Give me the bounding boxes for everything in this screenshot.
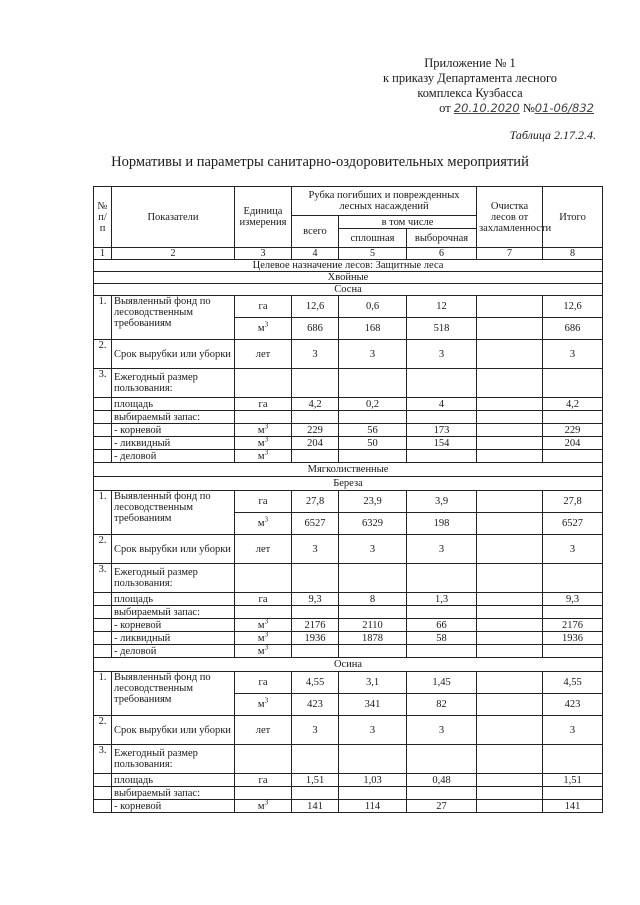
col-num-1: 1 <box>94 248 112 260</box>
value-cell: 0,6 <box>339 296 407 318</box>
value-cell: 27 <box>407 800 477 813</box>
row-label-fund: Выявленный фонд по лесоводственным требованиям <box>112 672 235 716</box>
value-cell: 23,9 <box>339 491 407 513</box>
table-row <box>94 491 603 513</box>
value-cell: 82 <box>407 694 477 716</box>
value-cell: 154 <box>407 437 477 450</box>
table-row <box>94 619 603 632</box>
value-cell: 4 <box>407 398 477 411</box>
value-cell <box>477 437 543 450</box>
value-cell: 168 <box>339 318 407 340</box>
value-cell: 2176 <box>292 619 339 632</box>
unit-cell: $м^3$ <box>235 437 292 450</box>
value-cell: 0,2 <box>339 398 407 411</box>
value-cell: 3 <box>292 716 339 745</box>
value-cell <box>477 296 543 318</box>
table-row <box>94 745 603 774</box>
row-label-annual: Ежегодный размер пользования: <box>112 745 235 774</box>
value-cell <box>477 632 543 645</box>
table-row <box>94 672 603 694</box>
unit-cell: лет <box>235 535 292 564</box>
value-cell: 9,3 <box>543 593 603 606</box>
value-cell: 4,55 <box>543 672 603 694</box>
unit-cell: $м^3$ <box>235 318 292 340</box>
value-cell: 6329 <box>339 513 407 535</box>
value-cell: 686 <box>292 318 339 340</box>
table-row <box>94 606 603 619</box>
table-row <box>94 593 603 606</box>
table-row <box>94 437 603 450</box>
value-cell: 1,51 <box>292 774 339 787</box>
table-row <box>94 564 603 593</box>
appendix-order: к приказу Департамента лесного <box>382 71 558 85</box>
value-cell: 341 <box>339 694 407 716</box>
value-cell: 3 <box>407 340 477 369</box>
row-label-period: Срок вырубки или уборки <box>112 340 235 369</box>
col-num-3: 3 <box>235 248 292 260</box>
row-label-fund: Выявленный фонд по лесоводственным требованиям <box>112 491 235 535</box>
col-num-2: 2 <box>112 248 235 260</box>
value-cell <box>477 672 543 694</box>
value-cell: 9,3 <box>292 593 339 606</box>
row-number: 3. <box>94 369 112 398</box>
header-selective: выборочная <box>407 229 477 248</box>
value-cell: 686 <box>543 318 603 340</box>
header-logging: Рубка погибших и поврежденных лесных насаждений <box>292 187 477 216</box>
value-cell: 3,1 <box>339 672 407 694</box>
header-unit: Единица измерения <box>235 187 292 248</box>
row-number: 2. <box>94 340 112 369</box>
row-label-area: площадь <box>112 398 235 411</box>
table-row <box>94 800 603 813</box>
value-cell: 50 <box>339 437 407 450</box>
value-cell <box>477 513 543 535</box>
value-cell: 3,9 <box>407 491 477 513</box>
section-pine: Сосна <box>94 284 603 296</box>
value-cell: 1936 <box>292 632 339 645</box>
unit-cell: $м^3$ <box>235 424 292 437</box>
appendix-dateline <box>340 101 600 116</box>
table-row <box>94 340 603 369</box>
order-date: 20.10.2020 <box>453 101 520 115</box>
table-row <box>94 369 603 398</box>
table-row <box>94 535 603 564</box>
value-cell: 1,03 <box>339 774 407 787</box>
header-itogo: Итого <box>543 187 603 248</box>
value-cell <box>477 716 543 745</box>
row-label-annual: Ежегодный размер пользования: <box>112 564 235 593</box>
header-total: всего <box>292 216 339 248</box>
header-indicators: Показатели <box>112 187 235 248</box>
value-cell: 12,6 <box>543 296 603 318</box>
row-number: 3. <box>94 745 112 774</box>
appendix-department: комплекса Кузбасса <box>417 86 523 100</box>
unit-cell: лет <box>235 340 292 369</box>
unit-cell: $м^3$ <box>235 694 292 716</box>
unit-cell: га <box>235 296 292 318</box>
row-label-liquid: - ликвидный <box>112 437 235 450</box>
value-cell: 114 <box>339 800 407 813</box>
value-cell: 3 <box>543 340 603 369</box>
value-cell: 4,55 <box>292 672 339 694</box>
value-cell: 2110 <box>339 619 407 632</box>
row-number: 3. <box>94 564 112 593</box>
unit-cell: $м^3$ <box>235 645 292 658</box>
row-label-root: - корневой <box>112 619 235 632</box>
value-cell: 66 <box>407 619 477 632</box>
value-cell <box>477 535 543 564</box>
header-num: № п/п <box>94 187 112 248</box>
value-cell: 1,45 <box>407 672 477 694</box>
value-cell: 1,3 <box>407 593 477 606</box>
section-softwood: Мягколиственные <box>94 463 603 477</box>
row-label-business: - деловой <box>112 450 235 463</box>
unit-cell: $м^3$ <box>235 800 292 813</box>
value-cell: 4,2 <box>292 398 339 411</box>
value-cell: 141 <box>292 800 339 813</box>
appendix-title: Приложение № 1 <box>424 56 516 70</box>
col-num-5: 5 <box>339 248 407 260</box>
row-label-stock: выбираемый запас: <box>112 787 235 800</box>
row-label-business: - деловой <box>112 645 235 658</box>
value-cell <box>477 424 543 437</box>
number-prefix: № <box>522 101 535 115</box>
unit-cell: га <box>235 491 292 513</box>
row-number: 1. <box>94 672 112 716</box>
appendix-block <box>340 56 600 116</box>
document-title: Нормативы и параметры санитарно-оздоровительных мероприятий <box>111 154 529 170</box>
row-label-period: Срок вырубки или уборки <box>112 535 235 564</box>
row-label-root: - корневой <box>112 800 235 813</box>
table-row <box>94 398 603 411</box>
row-label-period: Срок вырубки или уборки <box>112 716 235 745</box>
unit-cell: $м^3$ <box>235 450 292 463</box>
value-cell <box>477 774 543 787</box>
value-cell: 3 <box>543 716 603 745</box>
row-label-stock: выбираемый запас: <box>112 606 235 619</box>
value-cell: 0,48 <box>407 774 477 787</box>
norms-table <box>93 186 603 813</box>
value-cell: 3 <box>543 535 603 564</box>
table-number: Таблица 2.17.2.4. <box>509 128 596 142</box>
unit-cell: $м^3$ <box>235 513 292 535</box>
table-row <box>94 424 603 437</box>
unit-cell: $м^3$ <box>235 619 292 632</box>
row-label-liquid: - ликвидный <box>112 632 235 645</box>
unit-cell: га <box>235 593 292 606</box>
table-row <box>94 645 603 658</box>
col-num-8: 8 <box>543 248 603 260</box>
value-cell: 2176 <box>543 619 603 632</box>
value-cell <box>477 619 543 632</box>
value-cell <box>477 318 543 340</box>
value-cell <box>477 398 543 411</box>
value-cell: 27,8 <box>543 491 603 513</box>
value-cell: 3 <box>339 716 407 745</box>
value-cell: 3 <box>407 716 477 745</box>
header-including: в том числе <box>339 216 477 229</box>
unit-cell: га <box>235 774 292 787</box>
value-cell: 204 <box>543 437 603 450</box>
table-row <box>94 411 603 424</box>
value-cell: 6527 <box>292 513 339 535</box>
header-cleaning: Очистка лесов от захламленности <box>477 187 543 248</box>
value-cell: 1878 <box>339 632 407 645</box>
section-aspen: Осина <box>94 658 603 672</box>
value-cell: 8 <box>339 593 407 606</box>
value-cell: 12 <box>407 296 477 318</box>
value-cell: 141 <box>543 800 603 813</box>
column-numbers-row <box>94 248 603 260</box>
unit-cell: $м^3$ <box>235 632 292 645</box>
row-number: 1. <box>94 491 112 535</box>
value-cell <box>477 491 543 513</box>
row-number: 2. <box>94 535 112 564</box>
row-number: 2. <box>94 716 112 745</box>
value-cell <box>477 593 543 606</box>
value-cell <box>477 694 543 716</box>
col-num-7: 7 <box>477 248 543 260</box>
value-cell: 27,8 <box>292 491 339 513</box>
value-cell: 58 <box>407 632 477 645</box>
value-cell: 56 <box>339 424 407 437</box>
value-cell: 423 <box>543 694 603 716</box>
value-cell: 3 <box>292 340 339 369</box>
value-cell: 518 <box>407 318 477 340</box>
unit-cell: га <box>235 672 292 694</box>
row-label-area: площадь <box>112 774 235 787</box>
table-row <box>94 774 603 787</box>
value-cell: 4,2 <box>543 398 603 411</box>
value-cell: 1936 <box>543 632 603 645</box>
value-cell <box>477 800 543 813</box>
value-cell: 204 <box>292 437 339 450</box>
col-num-6: 6 <box>407 248 477 260</box>
header-row-1 <box>94 187 603 216</box>
section-birch: Береза <box>94 477 603 491</box>
row-number: 1. <box>94 296 112 340</box>
section-conifers: Хвойные <box>94 272 603 284</box>
row-label-annual: Ежегодный размер пользования: <box>112 369 235 398</box>
value-cell: 1,51 <box>543 774 603 787</box>
section-purpose: Целевое назначение лесов: Защитные леса <box>94 260 603 272</box>
value-cell: 3 <box>339 535 407 564</box>
col-num-4: 4 <box>292 248 339 260</box>
header-clear: сплошная <box>339 229 407 248</box>
value-cell: 3 <box>339 340 407 369</box>
value-cell: 198 <box>407 513 477 535</box>
row-label-root: - корневой <box>112 424 235 437</box>
table-row <box>94 296 603 318</box>
date-prefix: от <box>439 101 451 115</box>
value-cell <box>477 340 543 369</box>
value-cell: 12,6 <box>292 296 339 318</box>
table-row <box>94 632 603 645</box>
unit-cell: лет <box>235 716 292 745</box>
value-cell: 6527 <box>543 513 603 535</box>
value-cell: 173 <box>407 424 477 437</box>
table-row <box>94 787 603 800</box>
value-cell: 229 <box>292 424 339 437</box>
row-label-area: площадь <box>112 593 235 606</box>
value-cell: 229 <box>543 424 603 437</box>
row-label-stock: выбираемый запас: <box>112 411 235 424</box>
table-row <box>94 450 603 463</box>
value-cell: 423 <box>292 694 339 716</box>
table-row <box>94 716 603 745</box>
value-cell: 3 <box>407 535 477 564</box>
value-cell: 3 <box>292 535 339 564</box>
unit-cell: га <box>235 398 292 411</box>
row-label-fund: Выявленный фонд по лесоводственным требованиям <box>112 296 235 340</box>
order-number: 01-06/832 <box>534 101 594 115</box>
